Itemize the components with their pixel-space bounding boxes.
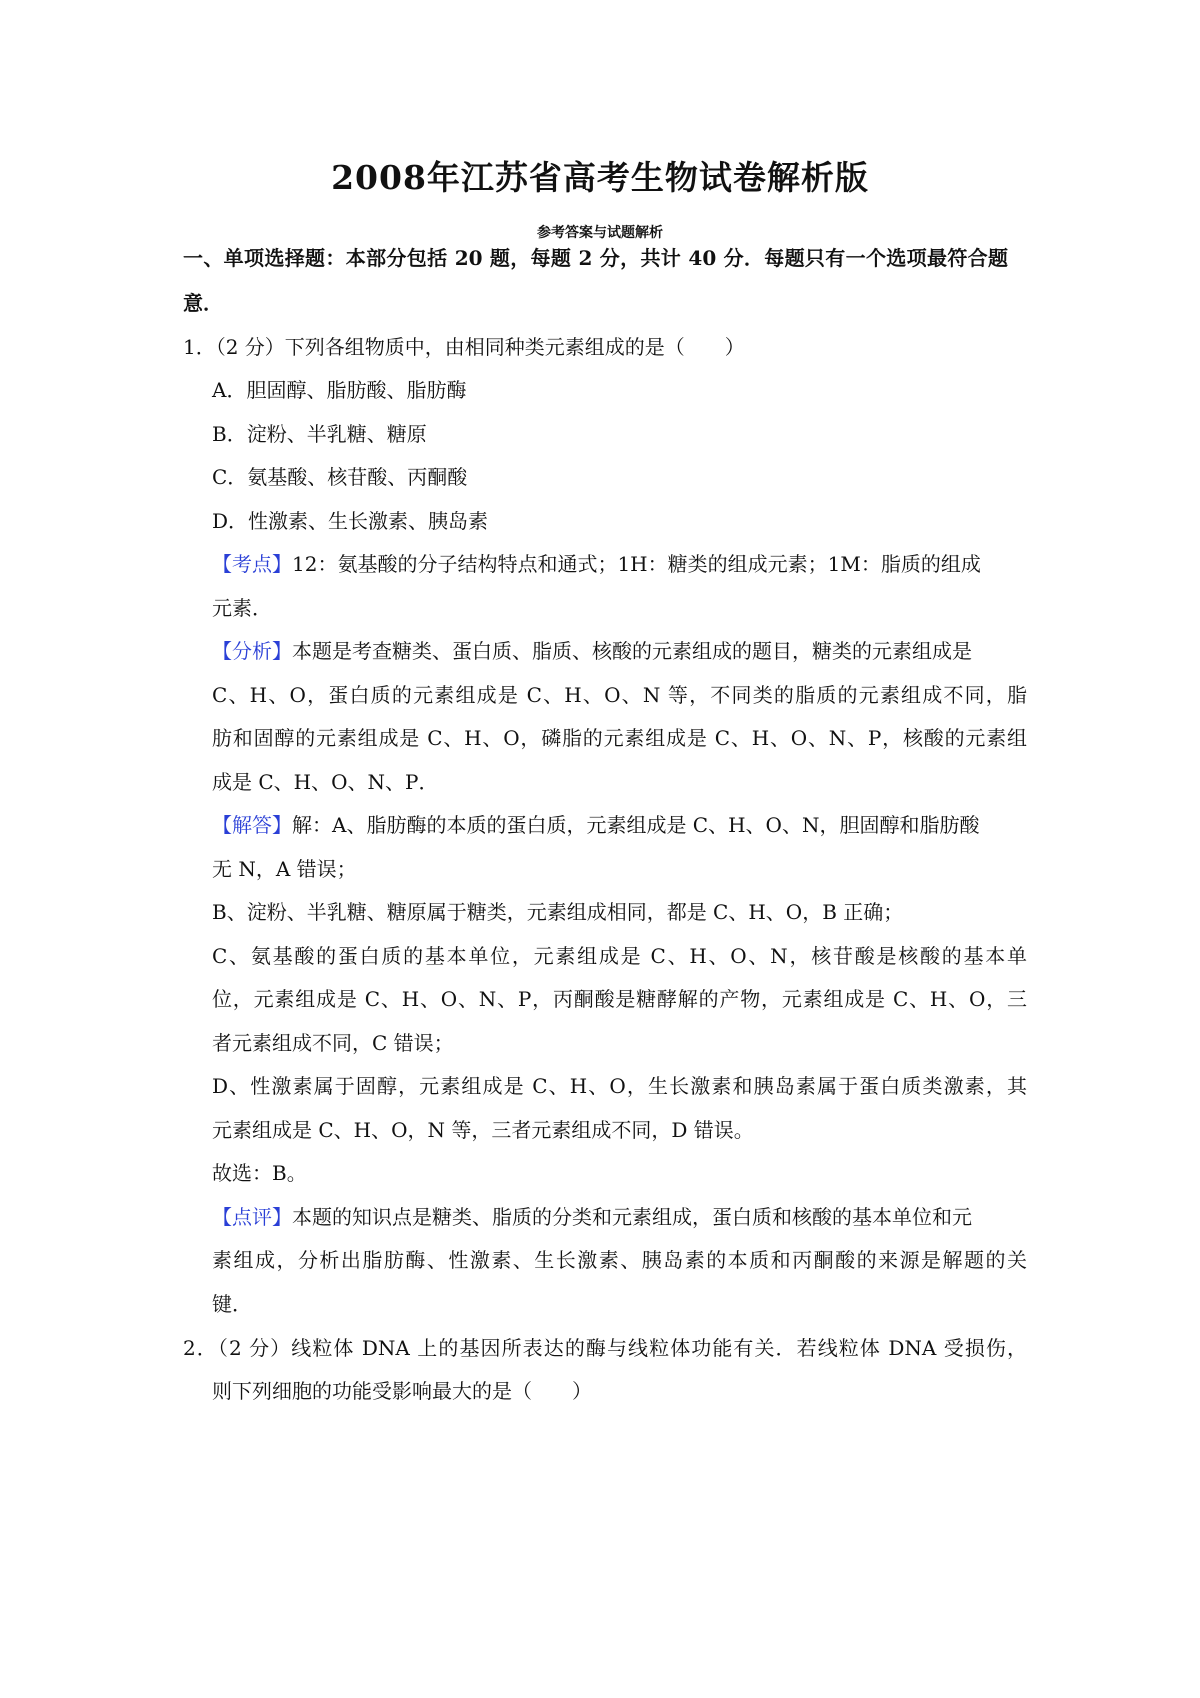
question-1-stem: 1．（2 分）下列各组物质中，由相同种类元素组成的是（ ）: [183, 335, 745, 359]
section-heading: 一、单项选择题：本部分包括 20 题，每题 2 分，共计 40 分．每题只有一个选项最符合题: [183, 246, 1008, 270]
kaodian-line-2: 元素．: [212, 596, 272, 620]
jieda-line-4: C、氨基酸的蛋白质的基本单位，元素组成是 C、H、O、N，核苷酸是核酸的基本单: [212, 944, 1027, 968]
fenxi-tag: 【分析】: [212, 639, 292, 663]
section-heading-cont: 意．: [183, 291, 223, 315]
jieda-line-9: 故选：B。: [212, 1161, 307, 1185]
fenxi-line-2: C、H、O，蛋白质的元素组成是 C、H、O、N 等，不同类的脂质的元素组成不同，脂: [212, 683, 1027, 707]
jieda-line-7: D、性激素属于固醇，元素组成是 C、H、O，生长激素和胰岛素属于蛋白质类激素，其: [212, 1074, 1027, 1098]
kaodian-line-1: [212, 550, 1027, 578]
dianping-line-1: [212, 1203, 1027, 1231]
jieda-line-2: 无 N，A 错误；: [212, 857, 357, 881]
fenxi-text: 本题是考查糖类、蛋白质、脂质、核酸的元素组成的题目，糖类的元素组成是: [292, 639, 972, 663]
fenxi-line-3: 肪和固醇的元素组成是 C、H、O，磷脂的元素组成是 C、H、O、N、P，核酸的元素组: [212, 726, 1027, 750]
question-1-option-b: B．淀粉、半乳糖、糖原: [212, 422, 427, 446]
question-1-option-a: A．胆固醇、脂肪酸、脂肪酶: [212, 378, 467, 402]
dianping-line-3: 键．: [212, 1292, 252, 1316]
kaodian-tag: 【考点】: [212, 552, 292, 576]
question-2-stem: 2．（2 分）线粒体 DNA 上的基因所表达的酶与线粒体功能有关．若线粒体 DNA 受损伤，: [183, 1336, 1027, 1360]
jieda-line-3: B、淀粉、半乳糖、糖原属于糖类，元素组成相同，都是 C、H、O，B 正确；: [212, 900, 904, 924]
dianping-tag: 【点评】: [212, 1205, 292, 1229]
document-subtitle: 参考答案与试题解析: [537, 225, 663, 241]
fenxi-line-1: [212, 637, 1027, 665]
jieda-line-1: [212, 811, 1027, 839]
jieda-line-8: 元素组成是 C、H、O，N 等，三者元素组成不同，D 错误。: [212, 1118, 754, 1142]
kaodian-text: 12：氨基酸的分子结构特点和通式；1H：糖类的组成元素；1M：脂质的组成: [292, 552, 981, 576]
question-1-option-d: D．性激素、生长激素、胰岛素: [212, 509, 489, 533]
jieda-tag: 【解答】: [212, 813, 292, 837]
question-1-option-c: C．氨基酸、核苷酸、丙酮酸: [212, 465, 468, 489]
jieda-line-5: 位，元素组成是 C、H、O、N、P，丙酮酸是糖酵解的产物，元素组成是 C、H、O，三: [212, 987, 1027, 1011]
dianping-line-2: 素组成，分析出脂肪酶、性激素、生长激素、胰岛素的本质和丙酮酸的来源是解题的关: [212, 1248, 1027, 1272]
question-2-stem-cont: 则下列细胞的功能受影响最大的是（ ）: [212, 1379, 592, 1403]
dianping-text: 本题的知识点是糖类、脂质的分类和元素组成，蛋白质和核酸的基本单位和元: [292, 1205, 972, 1229]
jieda-text: 解：A、脂肪酶的本质的蛋白质，元素组成是 C、H、O、N，胆固醇和脂肪酸: [292, 813, 980, 837]
jieda-line-6: 者元素组成不同，C 错误；: [212, 1031, 454, 1055]
fenxi-line-4: 成是 C、H、O、N、P．: [212, 770, 439, 794]
document-title: 2008年江苏省高考生物试卷解析版: [331, 158, 869, 197]
